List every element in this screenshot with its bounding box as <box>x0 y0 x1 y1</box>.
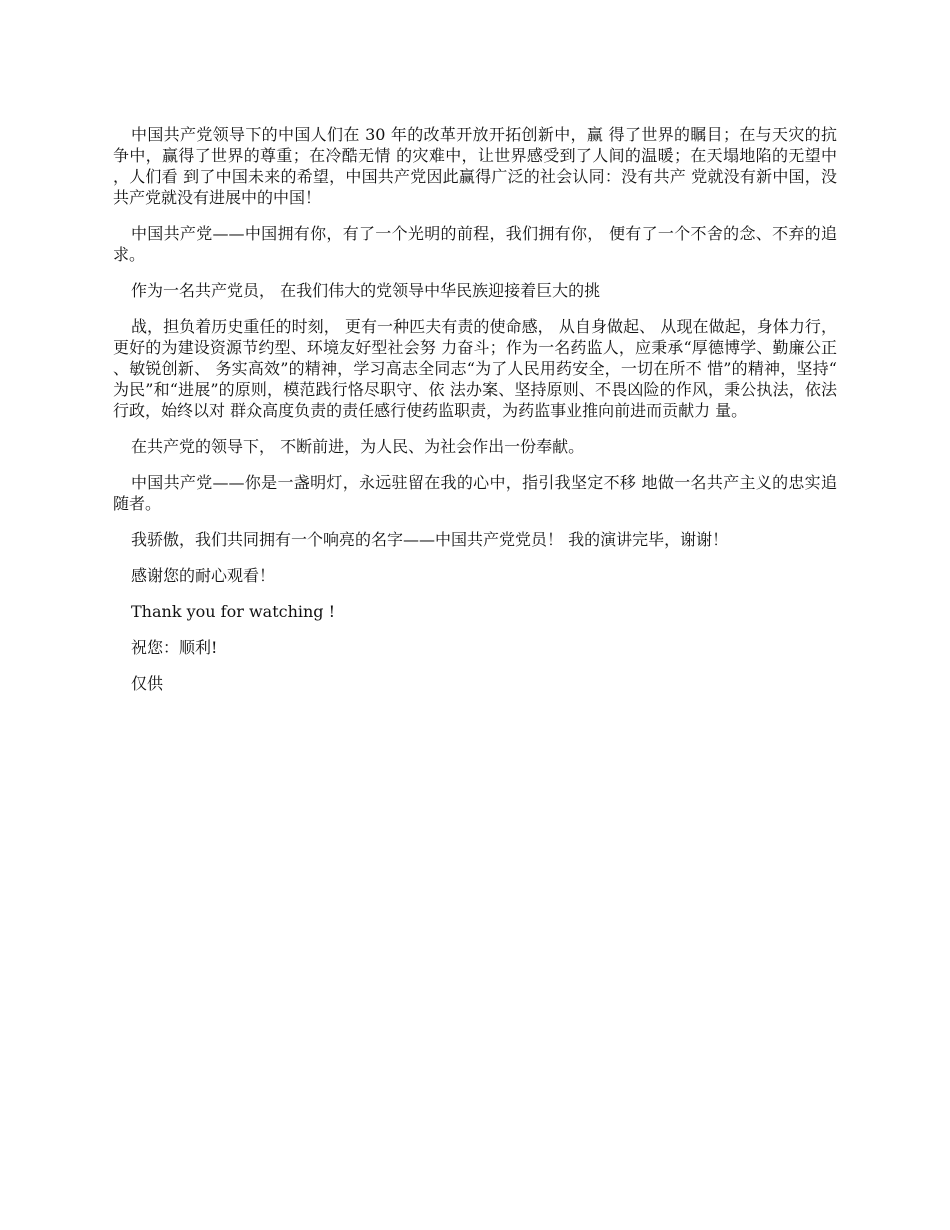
paragraph-wish: 祝您：顺利! <box>131 638 218 657</box>
paragraph-closing: 我骄傲，我们共同拥有一个响亮的名字——中国共产党党员！ 我的演讲完毕，谢谢！ <box>131 530 729 549</box>
paragraph-for-reference: 仅供 <box>131 674 164 693</box>
paragraph-intro: 中国共产党领导下的中国人们在 30 年的改革开放开拓创新中，赢 得了世界的瞩目；在与天灾的抗争中，赢得了世界的尊重；在冷酷无情 的灾难中，让世界感受到了人间的温暖；在天塌地陷的无望中，人们看 到了中国未来的希望，中国共产党因此赢得广泛的社会认同：没有共产 党就没有新中国，没共产党就没有进展中的中国！ <box>113 125 837 207</box>
paragraph-thanks-en: Thank you for watching ! <box>131 602 336 621</box>
paragraph-beacon: 中国共产党——你是一盏明灯，永远驻留在我的心中，指引我坚定不移 地做一名共产主义的忠实追随者。 <box>113 473 837 513</box>
paragraph-leadership: 在共产党的领导下， 不断前进，为人民、为社会作出一份奉献。 <box>131 437 585 456</box>
paragraph-party-future: 中国共产党——中国拥有你，有了一个光明的前程，我们拥有你， 便有了一个不舍的念、不弃的追求。 <box>113 224 837 264</box>
paragraph-thanks-cn: 感谢您的耐心观看！ <box>131 566 276 585</box>
document-body <box>113 124 837 709</box>
paragraph-as-member: 作为一名共产党员， 在我们伟大的党领导中华民族迎接着巨大的挑 <box>131 281 601 300</box>
paragraph-responsibility: 战，担负着历史重任的时刻， 更有一种匹夫有责的使命感， 从自身做起、 从现在做起，身体力行，更好的为建设资源节约型、环境友好型社会努 力奋斗；作为一名药监人，应秉承“厚德博学、勤廉公正、敏锐创新、 务实高效”的精神，学习高志全同志“为了人民用药安全，一切在所不 惜”的精神，坚持“为民”和“进展”的原则，模范践行恪尽职守、依 法办案、坚持原则、不畏凶险的作风，秉公执法，依法行政，始终以对 群众高度负责的责任感行使药监职责，为药监事业推向前进而贡献力 量。 <box>113 317 837 420</box>
